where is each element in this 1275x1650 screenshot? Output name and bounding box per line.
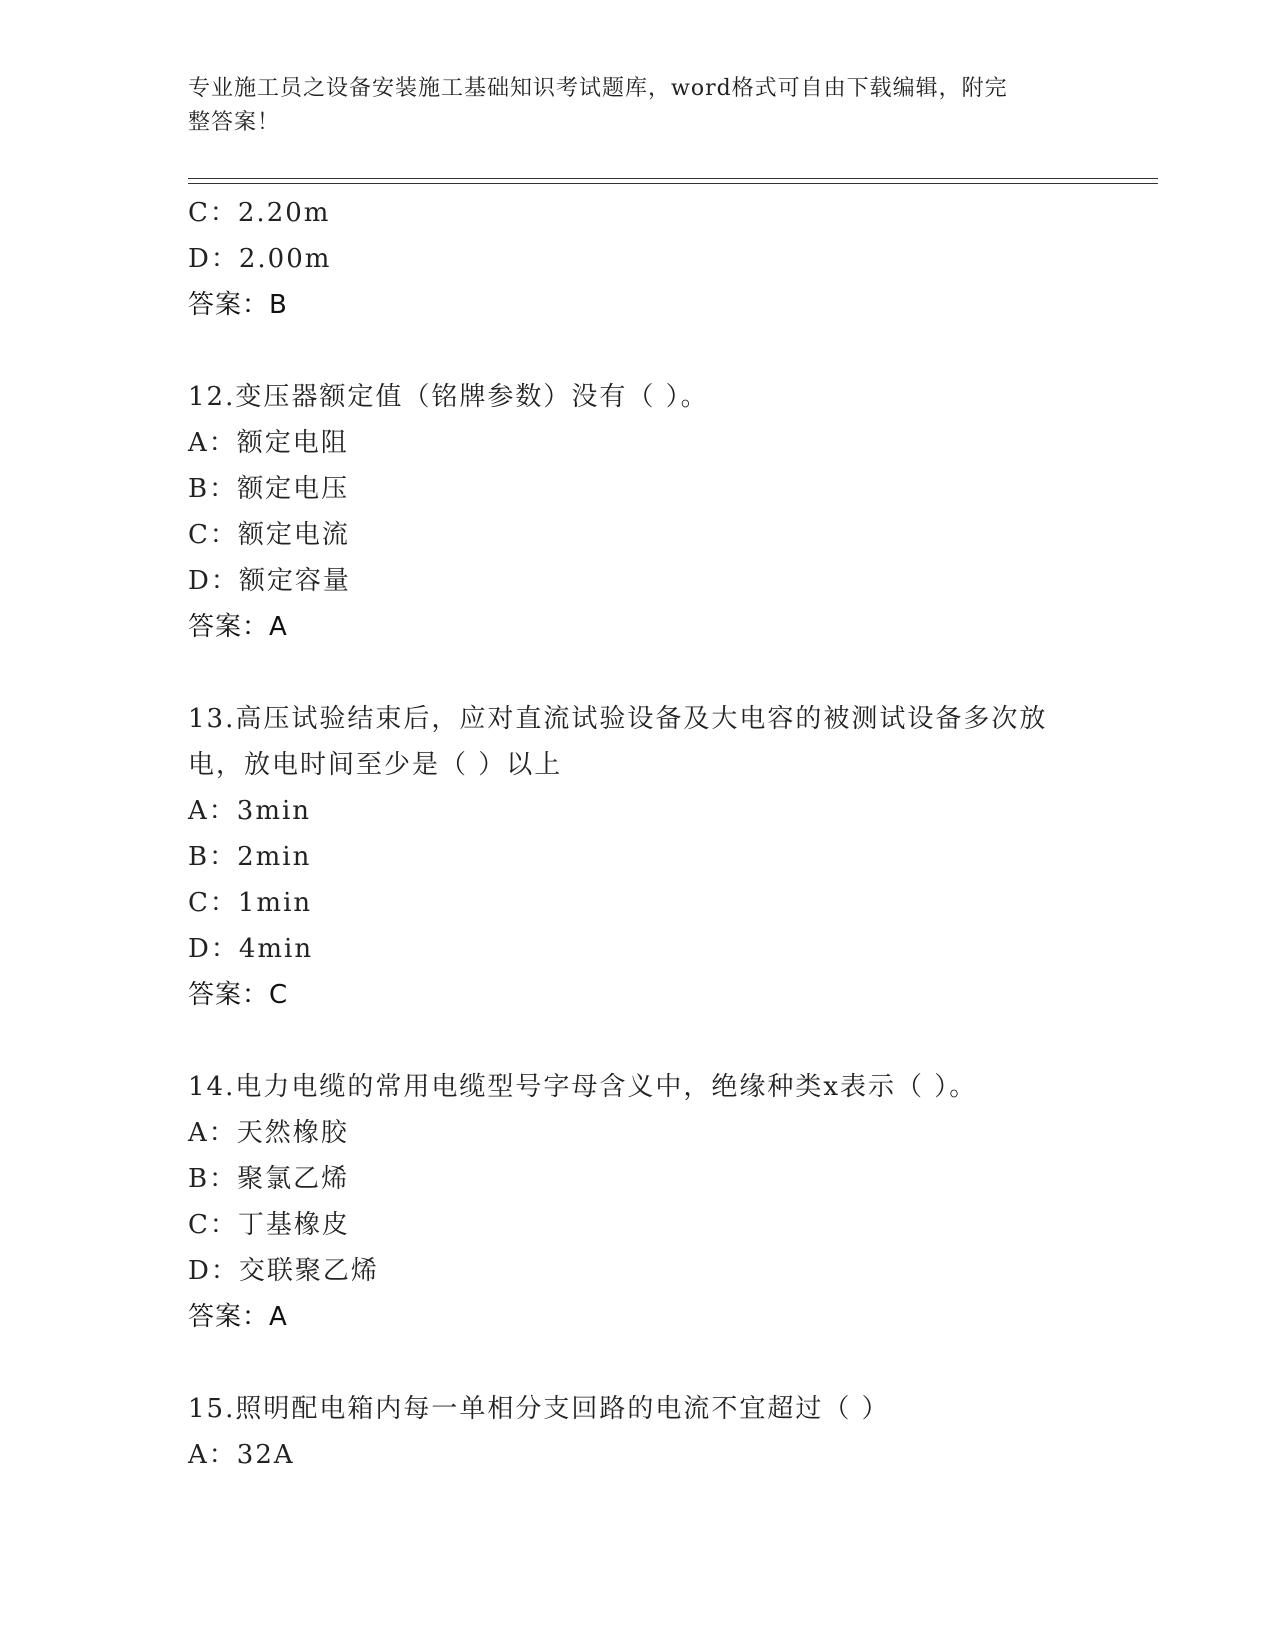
- question-12: [188, 374, 1088, 650]
- option-c: C：丁基橡皮: [188, 1210, 350, 1240]
- spacer: [188, 650, 1088, 696]
- option-c: C：2.20m: [188, 198, 331, 228]
- question-15: [188, 1386, 1088, 1478]
- option-d: D：额定容量: [188, 566, 351, 596]
- answer-line: 答案：A: [188, 612, 288, 642]
- header-rule-bottom: [188, 183, 1158, 184]
- option-b: B：聚氯乙烯: [188, 1164, 350, 1194]
- answer-line: 答案：A: [188, 1302, 288, 1332]
- option-a: A：3min: [188, 796, 312, 826]
- option-d: D：4min: [188, 934, 314, 964]
- question-stem: 14.电力电缆的常用电缆型号字母含义中，绝缘种类x表示（ ）。: [188, 1072, 978, 1102]
- answer-line: 答案：C: [188, 980, 289, 1010]
- option-c: C：1min: [188, 888, 313, 918]
- option-b: B：2min: [188, 842, 312, 872]
- question-stem: 12.变压器额定值（铭牌参数）没有（ ）。: [188, 382, 709, 412]
- question-stem-continued: 电，放电时间至少是（ ）以上: [188, 750, 563, 780]
- option-d: D：交联聚乙烯: [188, 1256, 379, 1286]
- option-c: C：额定电流: [188, 520, 350, 550]
- header-rule-top: [188, 178, 1158, 179]
- spacer: [188, 328, 1088, 374]
- question-stem: 15.照明配电箱内每一单相分支回路的电流不宜超过（ ）: [188, 1394, 890, 1424]
- option-b: B：额定电压: [188, 474, 350, 504]
- answer-line: 答案：B: [188, 290, 288, 320]
- spacer: [188, 1018, 1088, 1064]
- option-a: A：额定电阻: [188, 428, 349, 458]
- document-header: [188, 72, 1088, 140]
- option-a: A：天然橡胶: [188, 1118, 349, 1148]
- option-a: A：32A: [188, 1440, 295, 1470]
- question-14: [188, 1064, 1088, 1340]
- option-d: D：2.00m: [188, 244, 332, 274]
- spacer: [188, 1340, 1088, 1386]
- partial-question: [188, 190, 1088, 328]
- header-line-1: 专业施工员之设备安装施工基础知识考试题库，word格式可自由下载编辑，附完: [188, 76, 1008, 101]
- question-list: [188, 190, 1088, 1478]
- header-line-2: 整答案！: [188, 110, 281, 135]
- question-stem: 13.高压试验结束后，应对直流试验设备及大电容的被测试设备多次放: [188, 704, 1048, 734]
- question-13: [188, 696, 1088, 1018]
